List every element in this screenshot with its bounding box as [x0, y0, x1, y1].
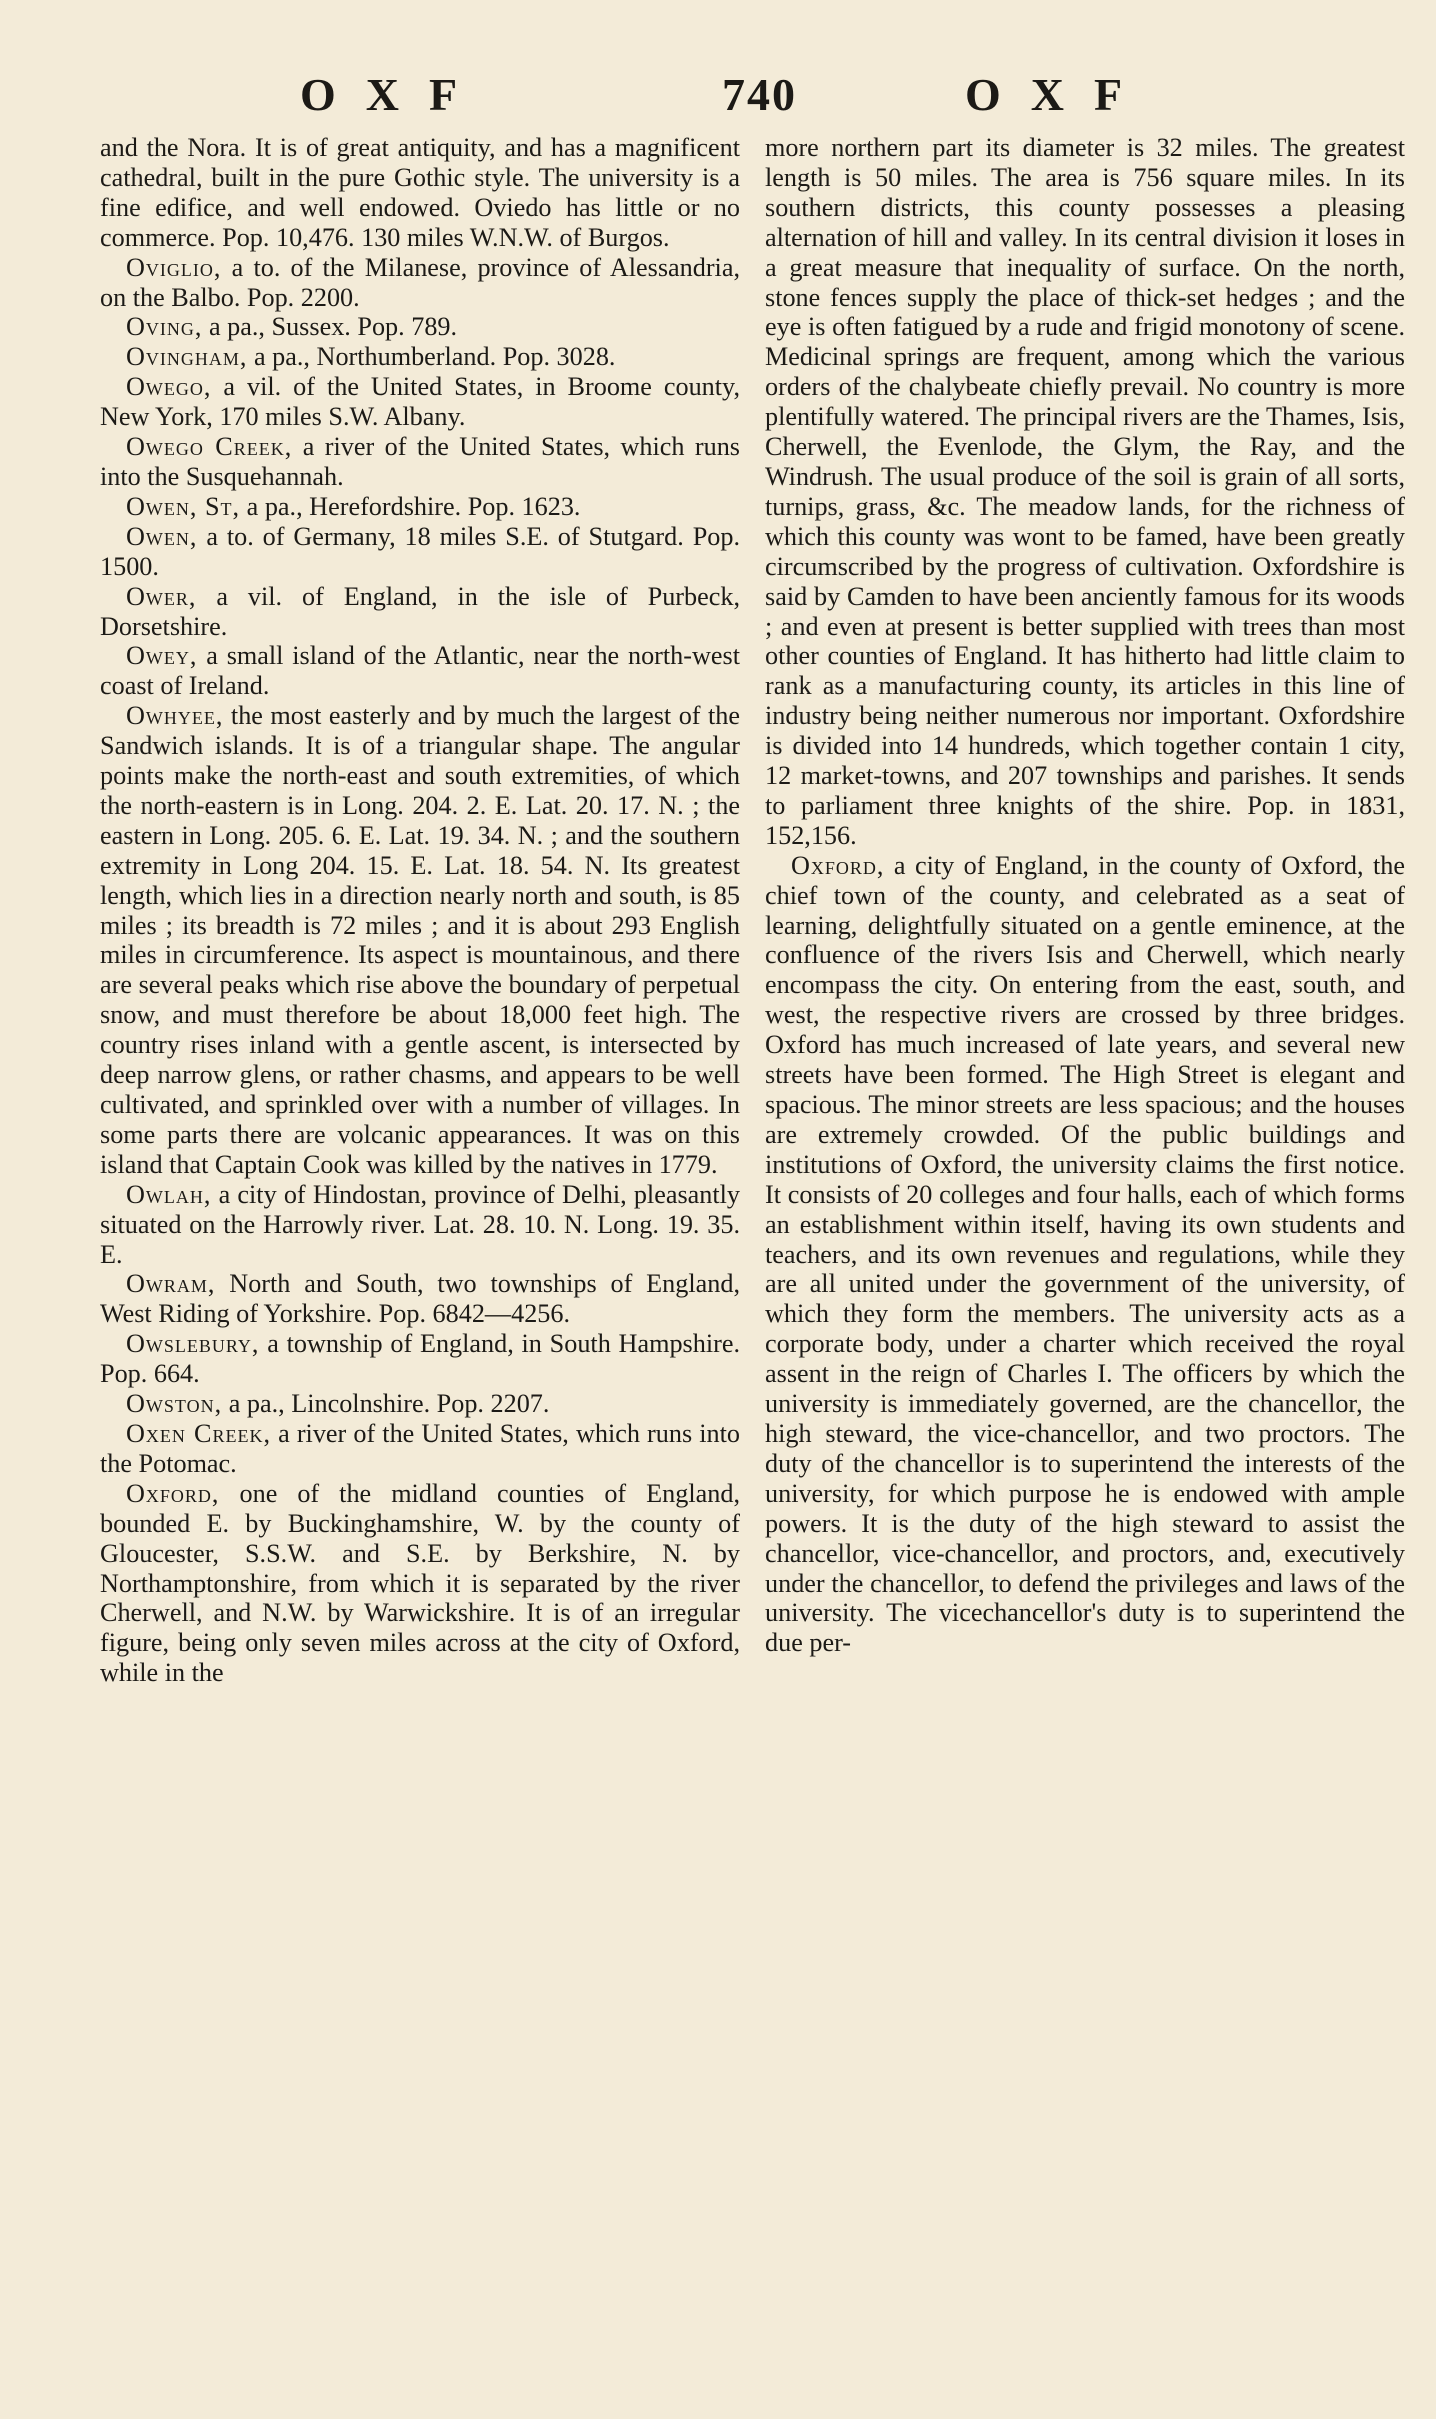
entry-text: a pa., Lincolnshire. Pop. 2207.	[222, 1389, 550, 1419]
entry-text: one of the midland counties of England, bounded E. by Buckinghamshire, W. by the county of Gloucester, S.S.W. and S.E. by Berkshire, N. by Northamptonshire, from which it is separated by the river Cherwell, and N.W. by Warwickshire. It is of an irregular figure, being only seven miles across at the city of Oxford, while in the	[100, 1478, 740, 1688]
continued-text	[765, 133, 1405, 851]
entry-headword: Owram,	[126, 1269, 216, 1299]
entry-text: a river of the United States, which runs into the Susquehannah.	[100, 432, 740, 491]
entry-text: a pa., Northumberland. Pop. 3028.	[247, 342, 616, 372]
entry-headword: Oviglio,	[126, 252, 222, 282]
gazetteer-entry	[100, 1180, 740, 1270]
entry-headword: Owey,	[126, 641, 198, 671]
running-header	[0, 68, 1436, 128]
entry-text: a vil. of England, in the isle of Purbeck, Dorsetshire.	[100, 581, 740, 641]
gazetteer-entry	[100, 1479, 740, 1688]
entry-headword: Owlah,	[126, 1179, 212, 1209]
entry-text: a pa., Herefordshire. Pop. 1623.	[240, 491, 581, 521]
entry-text: North and South, two townships of England, West Riding of Yorkshire. Pop. 6842—4256.	[100, 1269, 740, 1329]
entry-headword: Owhyee,	[126, 701, 224, 731]
entry-text: a city of England, in the county of Oxford, the chief town of the county, and celebrated as a seat of learning, delightfully situated on a gentle eminence, at the confluence of the rivers Isis and Cherwell, which nearly encompass the city. On entering from the east, south, and west, the respective rivers are crossed by three bridges. Oxford has much increased of late years, and several new streets have been formed. The High Street is elegant and spacious. The minor streets are less spacious; and the houses are extremely crowded. Of the public buildings and institutions of Oxford, the university claims the first notice. It consists of 20 colleges and four halls, each of which forms an establishment within itself, having its own students and teachers, and its own revenues and regulations, while they are all united under the government of the university, of which they form the members. The university acts as a corporate body, under a charter which received the royal assent in the reign of Charles I. The officers by which the university is immediately governed, are the chancellor, the high steward, the vice-chancellor, and two proctors. The duty of the chancellor is to superintend the interests of the university, for which purpose he is endowed with ample powers. It is the duty of the high steward to assist the chancellor, vice-chancellor, and proctors, and, executively under the chancellor, to defend the privileges and laws of the university. The vicechancellor's duty is to superintend the due per-	[765, 850, 1405, 1658]
gazetteer-entry	[100, 701, 740, 1180]
gazetteer-entry	[100, 522, 740, 582]
entry-headword: Owston,	[126, 1389, 223, 1419]
gazetteer-entry	[100, 253, 740, 313]
right-column	[765, 133, 1405, 1658]
gazetteer-entry	[100, 1329, 740, 1389]
gazetteer-entry	[100, 1419, 740, 1479]
entry-text: a city of Hindostan, province of Delhi, pleasantly situated on the Harrowly river. Lat. 28. 10. N. Long. 19. 35. E.	[100, 1179, 740, 1269]
entry-headword: Ovingham,	[126, 342, 248, 372]
entry-headword: Oving,	[126, 312, 203, 342]
entry-headword: Owen,	[126, 521, 198, 551]
entry-text: and the Nora. It is of great antiquity, and has a magnificent cathedral, built in the pure Gothic style. The university is a fine edifice, and well endowed. Oviedo has little or no commerce. Pop. 10,476. 130 miles W.N.W. of Burgos.	[100, 133, 740, 252]
entry-text: more northern part its diameter is 32 miles. The greatest length is 50 miles. The area is 756 square miles. In its southern districts, this county possesses a pleasing alternation of hill and valley. In its central division it loses in a great measure that inequality of surface. On the north, stone fences supply the place of thick-set hedges ; and the eye is often fatigued by a rude and frigid monotony of scene. Medicinal springs are frequent, among which the various orders of the chalybeate chiefly prevail. No country is more plentifully watered. The principal rivers are the Thames, Isis, Cherwell, the Evenlode, the Glym, the Ray, and the Windrush. The usual produce of the soil is grain of all sorts, turnips, grass, &c. The meadow lands, for the richness of which this county was wont to be famed, have been greatly circumscribed by the progress of cultivation. Oxfordshire is said by Camden to have been anciently famous for its woods ; and even at present is better supplied with trees than most other counties of England. It has hitherto had little claim to rank as a manufacturing county, its articles in this line of industry being neither numerous nor important. Oxfordshire is divided into 14 hundreds, which together contain 1 city, 12 market-towns, and 207 townships and parishes. It sends to parliament three knights of the shire. Pop. in 1831, 152,156.	[765, 133, 1405, 850]
gazetteer-entry	[100, 1269, 740, 1329]
entry-headword: Oxford,	[126, 1478, 220, 1508]
entry-headword: Owego,	[126, 372, 212, 402]
header-right-guide-word: OXF	[965, 69, 1153, 120]
gazetteer-entry	[100, 372, 740, 432]
entry-headword: Oxford,	[791, 850, 885, 880]
entry-text: the most easterly and by much the largest of the Sandwich islands. It is of a triangular shape. The angular points make the north-east and south extremities, of which the north-eastern is in Long. 204. 2. E. Lat. 20. 17. N. ; the eastern in Long. 205. 6. E. Lat. 19. 34. N. ; and the southern extremity in Long 204. 15. E. Lat. 18. 54. N. Its greatest length, which lies in a direction nearly north and south, is 85 miles ; its breadth is 72 miles ; and it is about 293 English miles in circumference. Its aspect is mountainous, and there are several peaks which rise above the boundary of perpetual snow, and must therefore be about 18,000 feet high. The country rises inland with a gentle ascent, is intersected by deep narrow glens, or rather chasms, and appears to be well cultivated, and sprinkled over with a number of villages. In some parts there are volcanic appearances. It was on this island that Captain Cook was killed by the natives in 1779.	[100, 701, 740, 1179]
entry-text: a pa., Sussex. Pop. 789.	[202, 312, 458, 342]
continued-text	[100, 133, 740, 253]
gazetteer-entry	[765, 851, 1405, 1658]
entry-text: a river of the United States, which runs into the Potomac.	[100, 1418, 740, 1478]
header-left-guide-word: OXF	[300, 69, 488, 120]
entry-headword: Owslebury,	[126, 1329, 260, 1359]
entry-text: a to. of the Milanese, province of Alessandria, on the Balbo. Pop. 2200.	[100, 252, 740, 312]
entry-headword: Ower,	[126, 581, 197, 611]
gazetteer-entry	[100, 312, 740, 342]
entry-text: a vil. of the United States, in Broome county, New York, 170 miles S.W. Albany.	[100, 372, 740, 432]
gazetteer-entry	[100, 1389, 740, 1419]
gazetteer-entry	[100, 432, 740, 492]
page-number: 740	[722, 69, 797, 120]
entry-headword: Owego Creek,	[126, 432, 293, 462]
gazetteer-entry	[100, 582, 740, 642]
entry-headword: Owen, St,	[126, 491, 241, 521]
gazetteer-entry	[100, 492, 740, 522]
entry-headword: Oxen Creek,	[126, 1418, 272, 1448]
entry-text: a to. of Germany, 18 miles S.E. of Stutgard. Pop. 1500.	[100, 521, 740, 581]
entry-text: a township of England, in South Hampshire. Pop. 664.	[100, 1329, 740, 1389]
gazetteer-entry	[100, 342, 740, 372]
entry-text: a small island of the Atlantic, near the north-west coast of Ireland.	[100, 641, 740, 701]
left-column	[100, 133, 740, 1688]
gazetteer-entry	[100, 641, 740, 701]
